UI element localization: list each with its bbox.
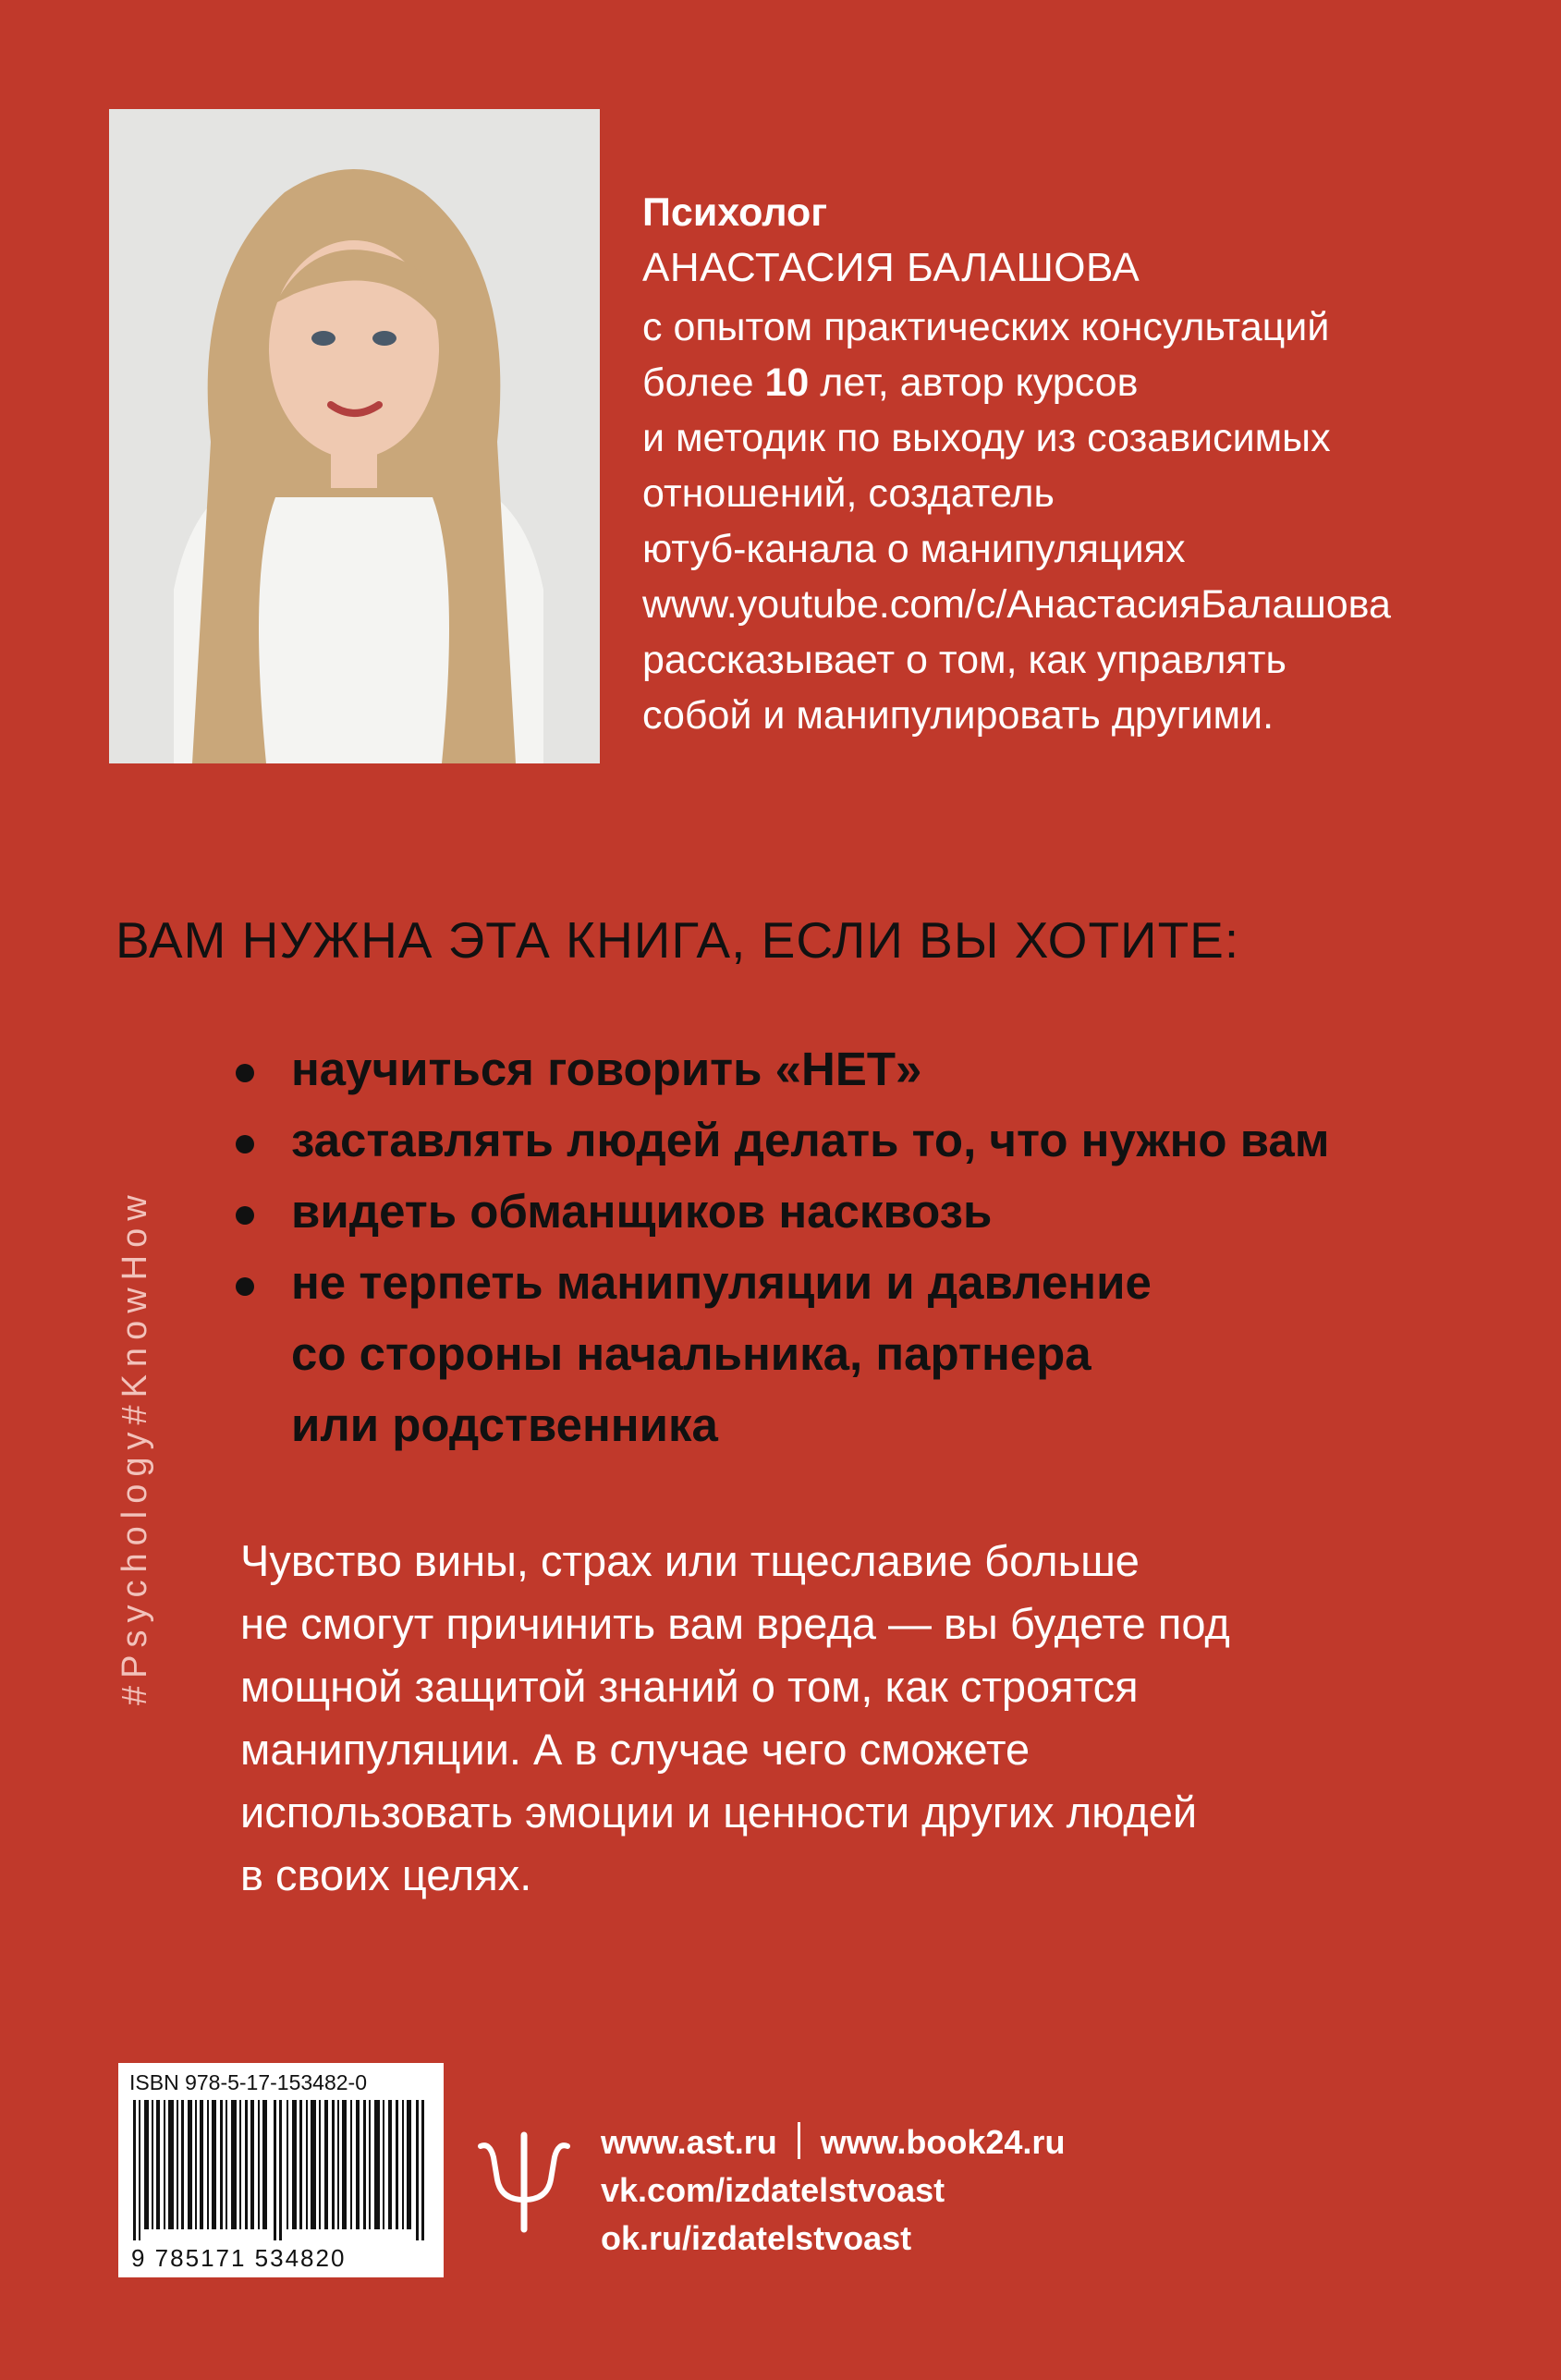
youtube-link[interactable]: www.youtube.com/c/АнастасияБалашова (642, 582, 1391, 627)
vk-link[interactable]: vk.com/izdatelstvoast (601, 2171, 945, 2209)
author-bio (642, 185, 1474, 743)
paragraph-line: Чувство вины, страх или тщеславие больше (240, 1536, 1140, 1585)
list-item-text: не терпеть манипуляции и давление (291, 1256, 1152, 1309)
book24-link[interactable]: www.book24.ru (820, 2123, 1066, 2161)
paragraph-line: не смогут причинить вам вреда — вы будете под (240, 1599, 1230, 1648)
isbn-label: ISBN 978-5-17-153482-0 (129, 2070, 367, 2094)
bio-line: собой и манипулировать другими. (642, 693, 1274, 738)
bio-line: ютуб-канала о манипуляциях (642, 527, 1186, 571)
list-item-continuation: со стороны начальника, партнера (291, 1327, 1091, 1380)
bio-years: 10 (764, 360, 810, 405)
list-item-continuation: или родственника (291, 1398, 718, 1451)
ast-link[interactable]: www.ast.ru (601, 2123, 777, 2161)
paragraph-line: использовать эмоции и ценности других людей (240, 1788, 1198, 1837)
list-item (236, 1176, 1483, 1247)
publisher-links (601, 2118, 1065, 2263)
bio-line: и методик по выходу из созависимых (642, 416, 1331, 460)
bio-line: с опытом практических консультаций (642, 305, 1330, 349)
need-title: ВАМ НУЖНА ЭТА КНИГА, ЕСЛИ ВЫ ХОТИТЕ: (116, 911, 1240, 969)
description-paragraph (240, 1530, 1442, 1907)
bullet-icon (236, 1064, 254, 1082)
series-tag: #Psychology#KnowHow (116, 1188, 154, 1705)
author-photo (109, 109, 600, 763)
author-role: Психолог (642, 190, 828, 235)
list-item-text: научиться говорить «НЕТ» (291, 1043, 922, 1095)
links-row (601, 2118, 1065, 2166)
isbn-digits: 9 785171 534820 (131, 2244, 347, 2272)
paragraph-line: манипуляции. А в случае чего сможете (240, 1725, 1031, 1774)
bullet-icon (236, 1206, 254, 1225)
isbn-barcode (118, 2063, 444, 2277)
bio-line (642, 355, 1474, 410)
author-name: АНАСТАСИЯ БАЛАШОВА (642, 245, 1140, 290)
paragraph-line: в своих целях. (240, 1850, 532, 1899)
bio-line: рассказывает о том, как управлять (642, 638, 1287, 682)
divider (798, 2122, 800, 2159)
list-item (236, 1033, 1483, 1105)
bullet-icon (236, 1277, 254, 1296)
paragraph-line: мощной защитой знаний о том, как строятся (240, 1662, 1139, 1711)
ok-link[interactable]: ok.ru/izdatelstvoast (601, 2219, 912, 2257)
author-portrait-image (109, 109, 600, 763)
list-item-text: видеть обманщиков насквозь (291, 1185, 993, 1238)
list-item (236, 1105, 1483, 1176)
list-item-text: заставлять людей делать то, что нужно вам (291, 1114, 1330, 1166)
publisher-logo-icon (473, 2126, 575, 2237)
bullet-icon (236, 1135, 254, 1153)
benefits-list (236, 1033, 1483, 1460)
bio-text: лет, автор курсов (809, 360, 1139, 405)
barcode-icon (129, 2100, 433, 2240)
bio-line: отношений, создатель (642, 471, 1055, 516)
list-item (236, 1247, 1483, 1318)
bio-text: более (642, 360, 765, 405)
